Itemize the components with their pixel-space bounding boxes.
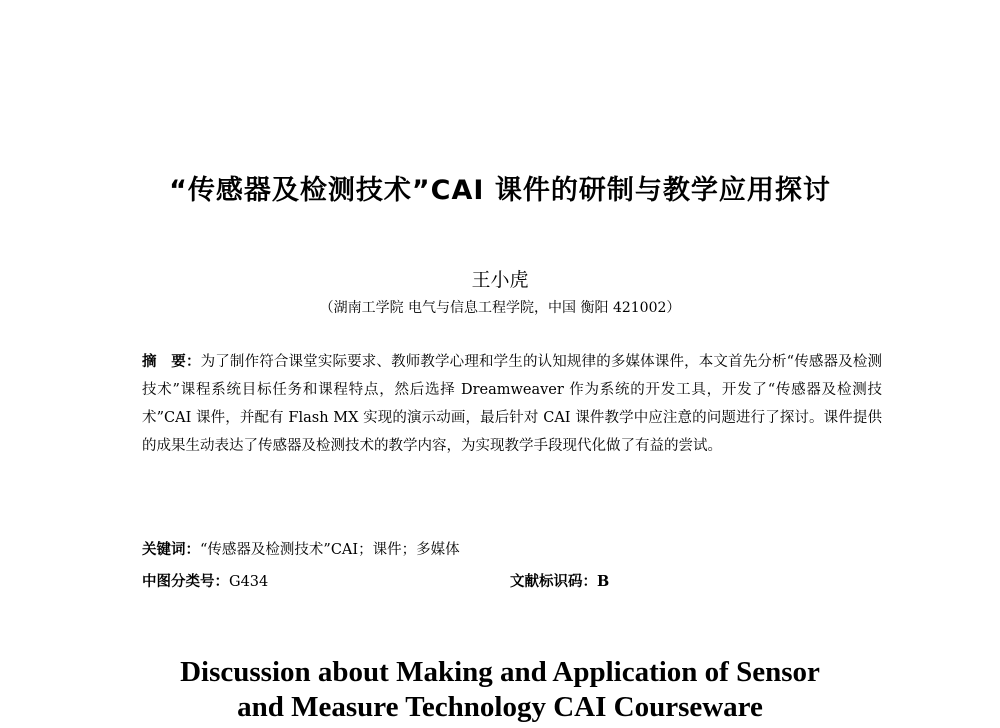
document-code: [510, 570, 609, 591]
abstract: [142, 348, 882, 460]
abstract-text: 为了制作符合课堂实际要求、教师教学心理和学生的认知规律的多媒体课件，本文首先分析“传感器及检测技术”课程系统目标任务和课程特点，然后选择 Dreamweaver 作为系统的开发工具，开发了“传感器及检测技术”CAI 课件，并配有 Flash MX 实现的演示动画，最后针对 CAI 课件教学中应注意的问题进行了探讨。课件提供的成果生动表达了传感器及检测技术的教学内容，为实现教学手段现代化做了有益的尝试。: [142, 354, 882, 454]
document-code-value: B: [597, 573, 610, 590]
paper-title-en-line1: Discussion about Making and Application of Sensor: [180, 656, 820, 688]
document-code-label: 文献标识码：: [510, 573, 597, 590]
paper-title-cn: “传感器及检测技术”CAI 课件的研制与教学应用探讨: [169, 175, 831, 206]
paper-title-en-line2: and Measure Technology CAI Courseware: [237, 691, 763, 723]
author-affiliation: （湖南工学院 电气与信息工程学院，中国 衡阳 421002）: [319, 300, 681, 316]
keywords-text: “传感器及检测技术”CAI；课件；多媒体: [200, 542, 460, 558]
clc-label: 中图分类号：: [142, 573, 229, 590]
classification-line: [142, 570, 882, 591]
clc-number: [142, 574, 268, 590]
keywords: [142, 538, 882, 559]
paper-title-en: [0, 655, 1000, 725]
abstract-label: 摘 要：: [142, 353, 201, 370]
keywords-label: 关键词：: [142, 541, 200, 558]
clc-value: G434: [229, 574, 269, 590]
author-name: 王小虎: [471, 269, 529, 291]
